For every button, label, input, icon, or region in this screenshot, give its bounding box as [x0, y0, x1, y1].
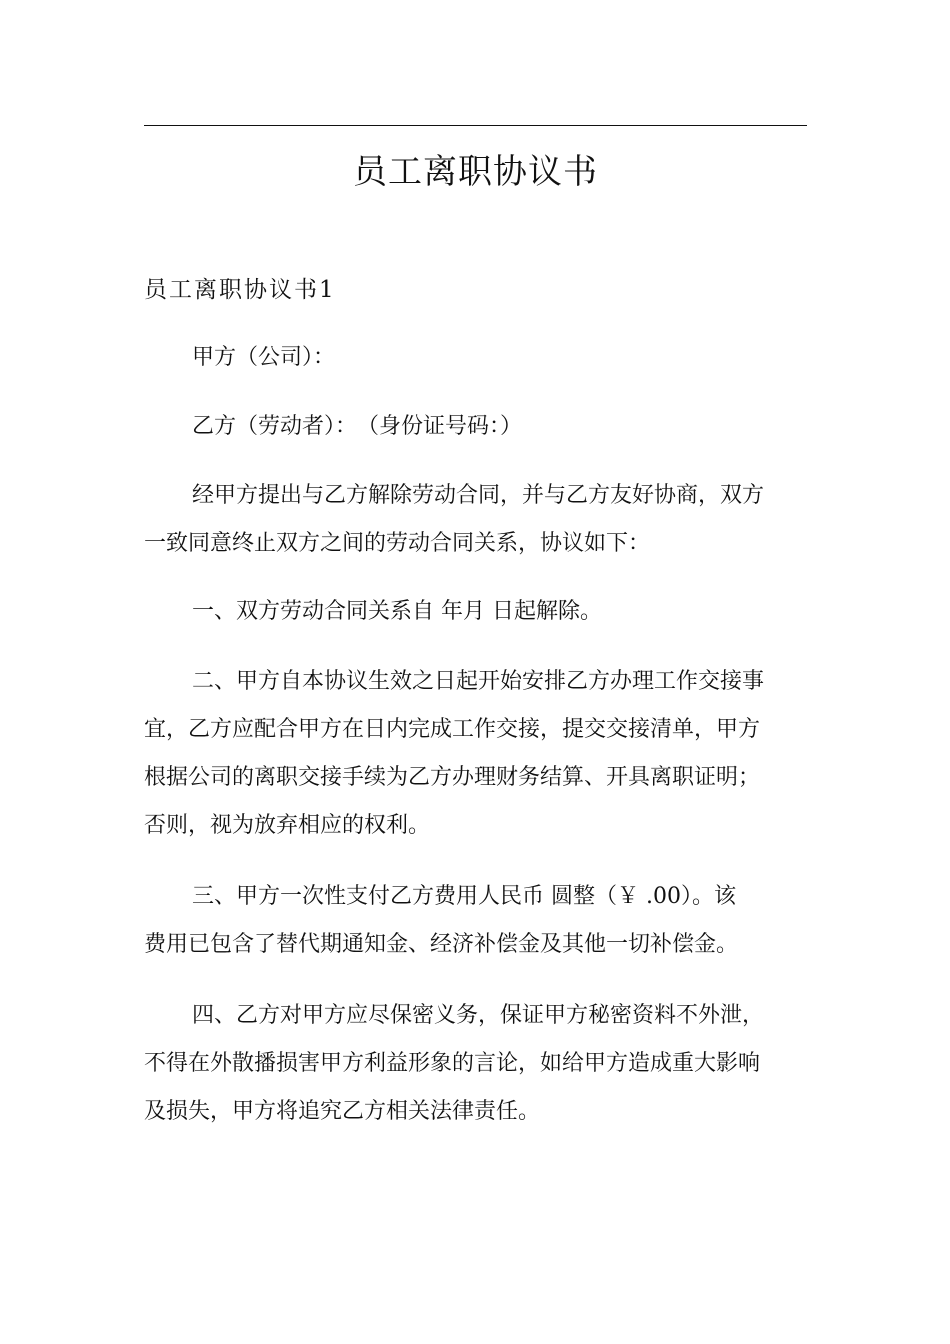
- paragraph-line: 四、乙方对甲方应尽保密义务，保证甲方秘密资料不外泄，: [192, 1003, 765, 1028]
- paragraph-line: 三、甲方一次性支付乙方费用人民币 圆整（￥ .00）。该: [192, 884, 736, 909]
- paragraph-line: 及损失，甲方将追究乙方相关法律责任。: [144, 1099, 541, 1124]
- header-rule: [144, 125, 807, 126]
- paragraph-line: 不得在外散播损害甲方利益形象的言论，如给甲方造成重大影响: [144, 1051, 761, 1076]
- paragraph-party-a: [144, 334, 807, 382]
- paragraph-line: 根据公司的离职交接手续为乙方办理财务结算、开具离职证明；: [144, 765, 761, 790]
- paragraph-line: 否则，视为放弃相应的权利。: [144, 813, 431, 838]
- section-heading: 员工离职协议书1: [144, 277, 336, 303]
- paragraph-clause-3: [144, 873, 807, 969]
- paragraph-line: 宜，乙方应配合甲方在日内完成工作交接，提交交接清单，甲方: [144, 717, 761, 742]
- paragraph-line: 一、双方劳动合同关系自 年月 日起解除。: [192, 599, 602, 624]
- paragraph-line: 二、甲方自本协议生效之日起开始安排乙方办理工作交接事: [192, 669, 765, 694]
- paragraph-clause-4: [144, 992, 807, 1136]
- paragraph-line: 甲方（公司）：: [192, 345, 336, 370]
- paragraph-line: 经甲方提出与乙方解除劳动合同，并与乙方友好协商，双方: [192, 483, 765, 508]
- paragraph-line: 乙方（劳动者）： （身份证号码：）: [192, 414, 523, 439]
- paragraph-line: 一致同意终止双方之间的劳动合同关系，协议如下：: [144, 531, 651, 556]
- paragraph-clause-1: [144, 588, 807, 636]
- paragraph-line: 费用已包含了替代期通知金、经济补偿金及其他一切补偿金。: [144, 932, 739, 957]
- paragraph-clause-2: [144, 658, 807, 850]
- paragraph-intro: [144, 472, 807, 568]
- document-title: 员工离职协议书: [353, 152, 598, 192]
- paragraph-party-b: [144, 403, 807, 451]
